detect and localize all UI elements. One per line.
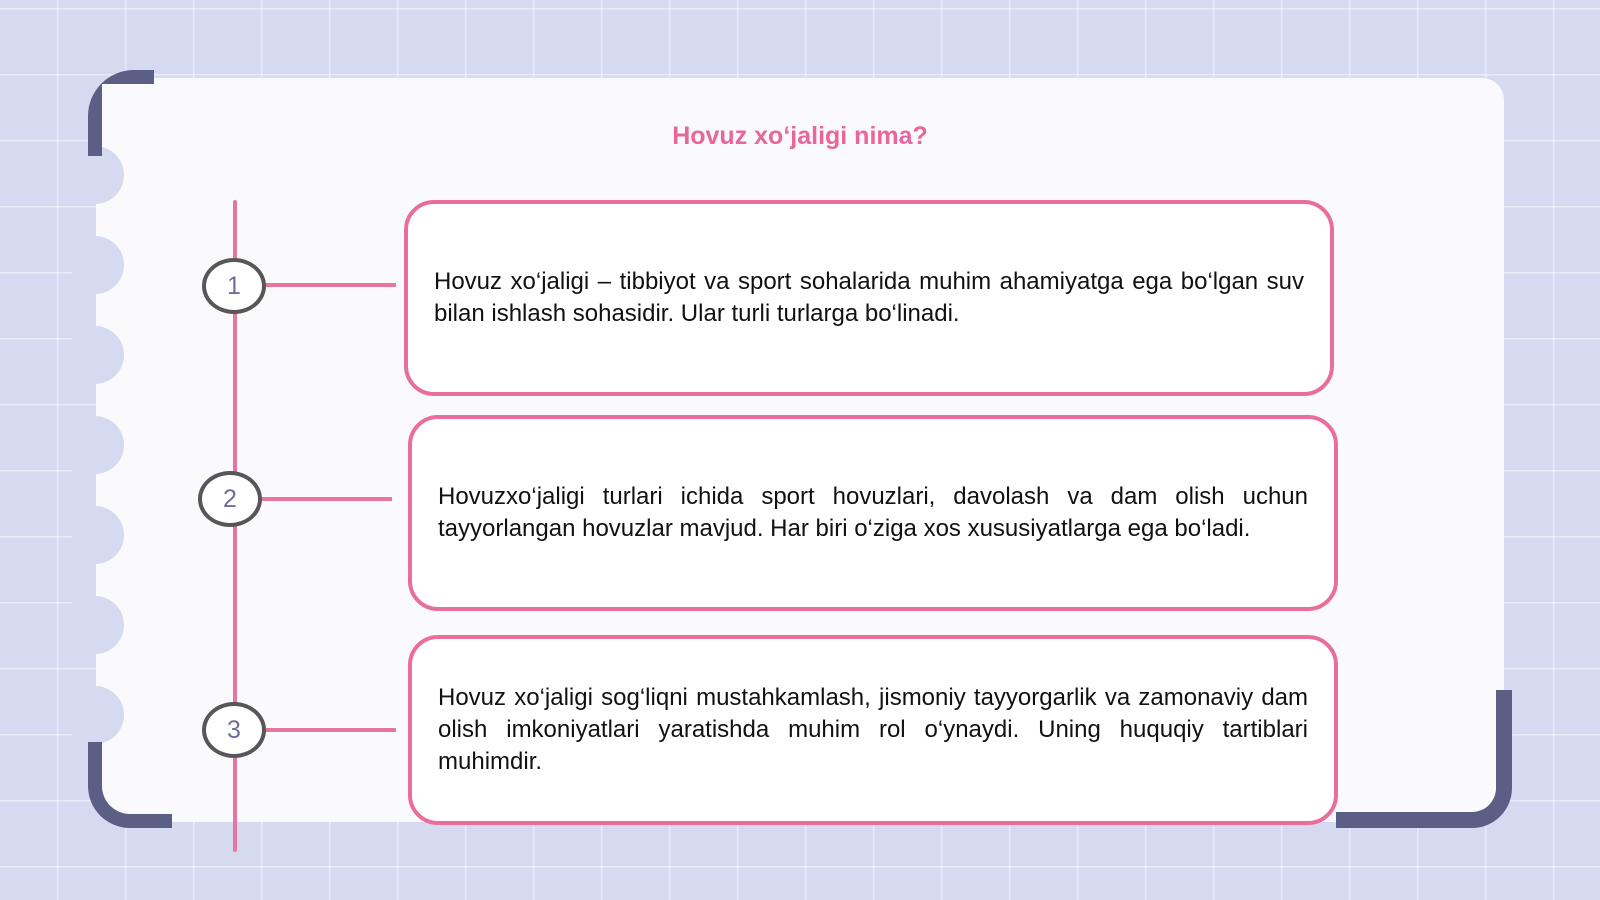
step-number-2: 2 <box>198 471 262 527</box>
frame-corner-bottom-left <box>88 742 172 828</box>
info-card-text: Hovuzxo‘jaligi turlari ichida sport hovuzlari, davolash va dam olish uchun tayyorlangan hovuzlar mavjud. Har biri o‘ziga xos xususiyatlarga ega bo‘ladi. <box>438 483 1308 542</box>
timeline-connector <box>262 497 392 501</box>
timeline-connector <box>266 283 396 287</box>
info-card-text: Hovuz xo‘jaligi sog‘liqni mustahkamlash, jismoniy tayyorgarlik va zamonaviy dam olish imkoniyatlari yaratishda muhim rol o‘ynaydi. Uning huquqiy tartiblari muhimdir. <box>438 684 1308 775</box>
info-card-text: Hovuz xo‘jaligi – tibbiyot va sport sohalarida muhim ahamiyatga ega bo‘lgan suv bilan ishlash sohasidir. Ular turli turlarga bo‘linadi. <box>434 268 1304 327</box>
info-card-3 <box>408 635 1338 825</box>
frame-corner-bottom-right <box>1336 690 1512 828</box>
step-number-3: 3 <box>202 702 266 758</box>
info-card-2 <box>408 415 1338 611</box>
slide-title: Hovuz xo‘jaligi nima? <box>672 122 928 150</box>
timeline-connector <box>266 728 396 732</box>
info-card-1 <box>404 200 1334 396</box>
step-number-1: 1 <box>202 258 266 314</box>
